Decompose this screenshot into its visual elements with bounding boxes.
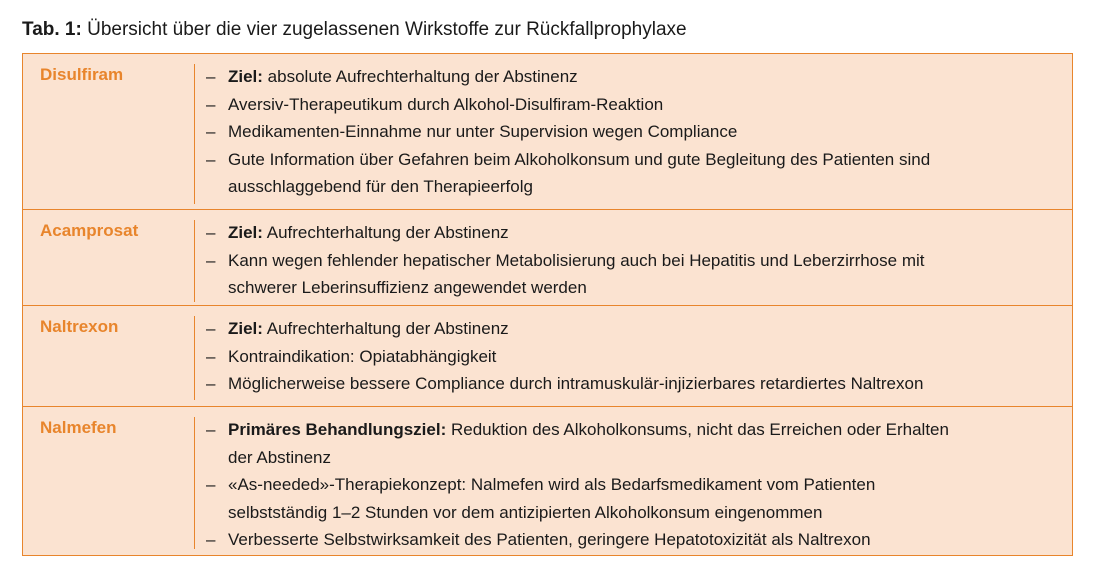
dash-bullet: – xyxy=(206,319,216,338)
list-item xyxy=(206,370,1061,398)
dash-bullet: – xyxy=(206,530,216,549)
item-text: selbstständig 1–2 Stunden vor dem antizipierten Alkoholkonsum eingenommen xyxy=(228,502,823,522)
bullet-list xyxy=(206,219,1061,302)
dash-bullet: – xyxy=(206,420,216,439)
drug-overview-table xyxy=(22,53,1073,556)
row-header-naltrexon: Naltrexon xyxy=(40,317,119,336)
column-divider xyxy=(194,316,195,400)
list-item xyxy=(206,219,1061,247)
item-text: Möglicherweise bessere Compliance durch intramuskulär-injizierbares retardiertes Naltrexon xyxy=(228,374,924,393)
dash-bullet: – xyxy=(206,122,216,141)
bold-lead: Ziel: xyxy=(228,223,263,242)
list-item xyxy=(206,247,1061,302)
bold-lead: Ziel: xyxy=(228,67,263,86)
dash-bullet: – xyxy=(206,149,216,169)
list-item xyxy=(206,146,1061,201)
item-text: Verbesserte Selbstwirksamkeit des Patienten, geringere Hepatotoxizität als Naltrexon xyxy=(228,530,871,549)
list-item xyxy=(206,343,1061,371)
column-divider xyxy=(194,417,195,549)
item-text: Aversiv-Therapeutikum durch Alkohol-Disulfiram-Reaktion xyxy=(228,94,664,114)
dash-bullet: – xyxy=(206,250,216,270)
item-text: absolute Aufrechterhaltung der Abstinenz xyxy=(262,67,578,86)
item-text: Aufrechterhaltung der Abstinenz xyxy=(262,319,509,338)
item-text: der Abstinenz xyxy=(228,447,332,467)
column-divider xyxy=(194,64,195,204)
dash-bullet: – xyxy=(206,67,216,86)
list-item xyxy=(206,315,1061,343)
item-text: Medikamenten-Einnahme nur unter Supervision wegen Compliance xyxy=(228,122,738,141)
row-header-disulfiram: Disulfiram xyxy=(40,65,124,84)
bold-lead: Ziel: xyxy=(228,319,263,338)
item-text: Reduktion des Alkoholkonsums, nicht das Erreichen oder Erhalten xyxy=(446,420,949,439)
bullet-list xyxy=(206,315,1061,398)
list-item xyxy=(206,91,1061,119)
table-row-naltrexon xyxy=(23,305,1072,407)
list-item xyxy=(206,471,1061,526)
dash-bullet: – xyxy=(206,346,216,366)
table-caption xyxy=(22,18,687,42)
item-text: ausschlaggebend für den Therapieerfolg xyxy=(228,177,533,196)
list-item xyxy=(206,63,1061,91)
column-divider xyxy=(194,220,195,302)
dash-bullet: – xyxy=(206,374,216,393)
table-caption-label: Tab. 1: xyxy=(22,19,82,40)
bullet-list xyxy=(206,416,1061,554)
table-row-disulfiram xyxy=(23,54,1072,209)
item-text: Kann wegen fehlender hepatischer Metabolisierung auch bei Hepatitis und Leberzirrhose mit xyxy=(228,250,925,270)
dash-bullet: – xyxy=(206,475,216,494)
table-row-acamprosat xyxy=(23,209,1072,306)
item-text: schwerer Leberinsuffizienz angewendet werden xyxy=(228,278,587,297)
bullet-list xyxy=(206,63,1061,201)
item-text: Gute Information über Gefahren beim Alkoholkonsum und gute Begleitung des Patienten sind xyxy=(228,149,931,169)
item-text: Aufrechterhaltung der Abstinenz xyxy=(262,223,509,242)
list-item xyxy=(206,526,1061,554)
row-header-nalmefen: Nalmefen xyxy=(40,418,117,437)
item-text: Kontraindikation: Opiatabhängigkeit xyxy=(228,346,497,366)
list-item xyxy=(206,118,1061,146)
table-row-nalmefen xyxy=(23,406,1072,556)
bold-lead: Primäres Behandlungsziel: xyxy=(228,420,447,439)
item-text: «As-needed»-Therapiekonzept: Nalmefen wird als Bedarfsmedikament vom Patienten xyxy=(228,475,876,494)
dash-bullet: – xyxy=(206,223,216,242)
dash-bullet: – xyxy=(206,94,216,114)
table-caption-text: Übersicht über die vier zugelassenen Wirkstoffe zur Rückfallprophylaxe xyxy=(81,19,687,40)
row-header-acamprosat: Acamprosat xyxy=(40,221,139,240)
list-item xyxy=(206,416,1061,471)
